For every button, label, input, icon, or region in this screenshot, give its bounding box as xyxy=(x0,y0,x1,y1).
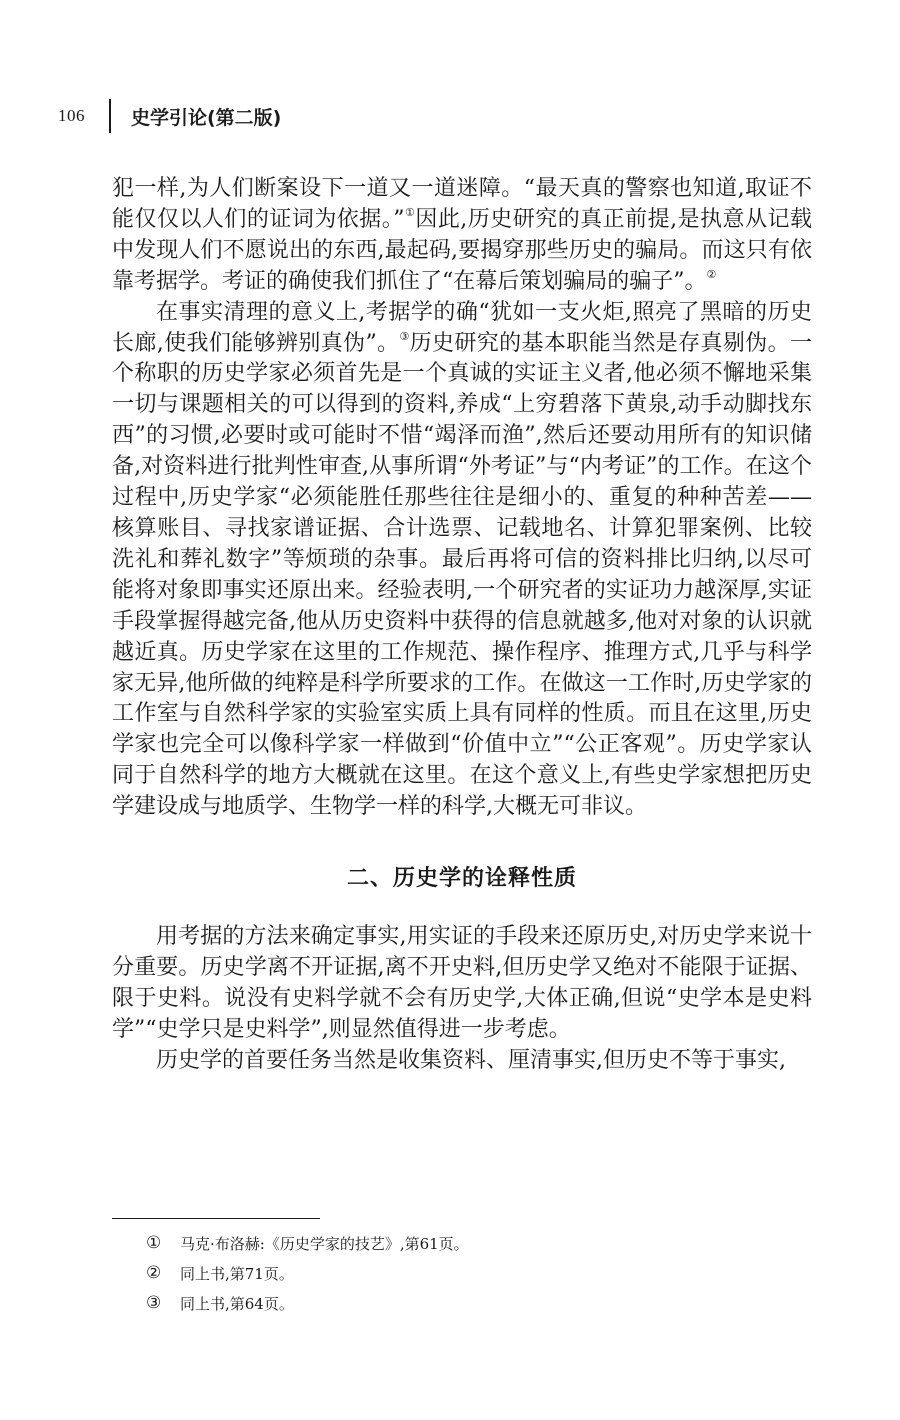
footnote-ref-3: ③ xyxy=(399,329,410,343)
paragraph-1-text-a: 犯一样,为人们断案设下一道又一道迷障。“最天真的警察也知道,取证不能仅仅以人们的证词为依据。” xyxy=(112,176,812,232)
paragraph-3: 用考据的方法来确定事实,用实证的手段来还原历史,对历史学来说十分重要。历史学离不开证据,离不开史料,但历史学又绝对不能限于证据、限于史料。说没有史料学就不会有历史学,大体正确,但说“史学本是史料学”“史学只是史料学”,则显然值得进一步考虑。 xyxy=(112,924,812,1042)
footnote-ref-1: ① xyxy=(404,205,416,219)
book-title: 史学引论(第二版) xyxy=(131,106,282,129)
footnote-item xyxy=(146,1258,746,1288)
footnote-text: 同上书,第64页。 xyxy=(180,1294,294,1313)
footnote-text: 同上书,第71页。 xyxy=(180,1264,294,1283)
paragraph-1-text-b: 因此,历史研究的真正前提,是执意从记载中发现人们不愿说出的东西,最起码,要揭穿那些历史的骗局。而这只有依靠考据学。考证的确使我们抓住了“在幕后策划骗局的骗子”。 xyxy=(112,206,812,294)
page-body xyxy=(112,174,812,1077)
footnote-marker: ① xyxy=(146,1233,162,1253)
footnote-divider xyxy=(112,1218,320,1219)
paragraph-4: 历史学的首要任务当然是收集资料、厘清事实,但历史不等于事实, xyxy=(156,1047,786,1073)
page-number: 106 xyxy=(58,106,85,125)
paragraph-2-text-b: 历史研究的基本职能当然是存真剔伪。一个称职的历史学家必须首先是一个真诚的实证主义者,他必须不懈地采集一切与课题相关的可以得到的资料,养成“上穷碧落下黄泉,动手动脚找东西”的习惯,必要时或可能时不惜“竭泽而渔”,然后还要动用所有的知识储备,对资料进行批判性审查,从事所谓“外考证”与“内考证”的工作。在这个过程中,历史学家“必须能胜任那些往往是细小的、重复的种种苦差——核算账目、寻找家谱证据、合计选票、记载地名、计算犯罪案例、比较洗礼和葬礼数字”等烦琐的杂事。最后再将可信的资料排比归纳,以尽可能将对象即事实还原出来。经验表明,一个研究者的实证功力越深厚,实证手段掌握得越完备,他从历史资料中获得的信息就越多,他对对象的认识就越近真。历史学家在这里的工作规范、操作程序、推理方式,几乎与科学家无异,他所做的纯粹是科学所要求的工作。在做这一工作时,历史学家的工作室与自然科学家的实验室实质上具有同样的性质。而且在这里,历史学家也完全可以像科学家一样做到“价值中立”“公正客观”。历史学家认同于自然科学的地方大概就在这里。在这个意义上,有些史学家想把历史学建设成与地质学、生物学一样的科学,大概无可非议。 xyxy=(112,330,812,820)
footnote-item xyxy=(146,1228,746,1258)
paragraph-2-text-a: 在事实清理的意义上,考据学的确“犹如一支火炬,照亮了黑暗的历史长廊,使我们能够辨别真伪”。 xyxy=(112,299,812,356)
footnote-ref-2: ② xyxy=(706,267,717,281)
section-heading: 二、历史学的诠释性质 xyxy=(346,866,577,892)
paragraph-1 xyxy=(112,174,812,298)
footnote-text: 马克·布洛赫:《历史学家的技艺》,第61页。 xyxy=(180,1234,469,1253)
footnote-item xyxy=(146,1288,746,1318)
header-divider xyxy=(109,99,111,133)
running-header xyxy=(58,96,281,136)
footnotes xyxy=(146,1228,746,1318)
footnote-marker: ② xyxy=(146,1263,162,1283)
paragraph-2 xyxy=(112,298,812,823)
footnote-marker: ③ xyxy=(146,1293,162,1313)
